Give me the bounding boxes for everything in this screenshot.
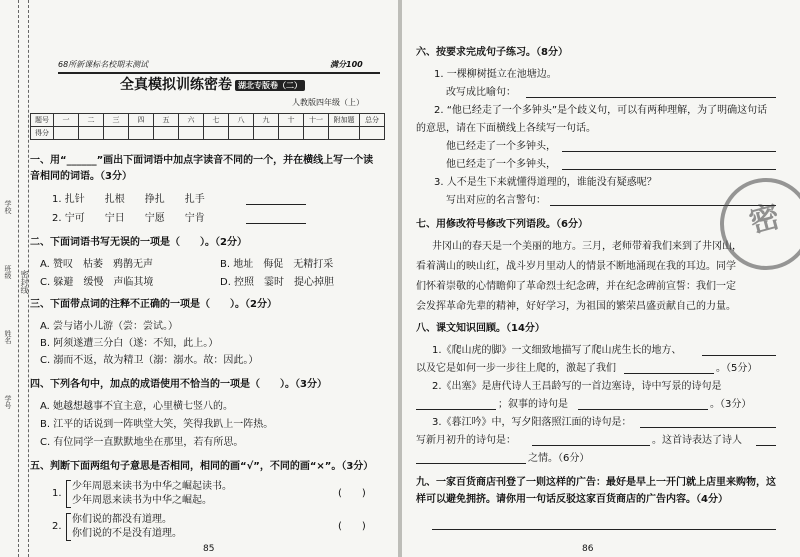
exam-title-main: 全真模拟训练密卷 <box>120 77 232 93</box>
q5-stem: 五、判断下面两组句子意思是否相同，相同的画“√”，不同的画“×”。（3分） <box>30 461 374 472</box>
q5-group-1-number: 1. <box>52 488 62 499</box>
score-header-cell: 一 <box>54 114 79 127</box>
q7-paragraph-line-4: 会发挥革命先辈的精神，好好学习，为祖国的繁荣昌盛贡献自己的力量。 <box>416 301 736 312</box>
q6-answer-blank-1[interactable] <box>526 87 776 98</box>
q1-line-1: 1. 扎针 扎根 挣扎 扎手 <box>52 194 205 205</box>
right-page <box>402 0 800 557</box>
q5-group-2-sentence-a: 你们说的都没有道理。 <box>72 514 172 525</box>
score-cell[interactable] <box>254 127 279 140</box>
binding-number-label: 学号 <box>4 395 12 409</box>
score-header-cell: 六 <box>179 114 204 127</box>
score-cell[interactable] <box>229 127 254 140</box>
q9-answer-line[interactable] <box>432 519 776 530</box>
q6-answer-blank-3[interactable] <box>562 159 776 170</box>
q1-stem: 一、用“______”画出下面词语中加点字读音不同的一个，并在横线上写一个读 <box>30 155 374 166</box>
q5-group-1-answer[interactable]: ( ) <box>338 488 366 499</box>
exam-title <box>120 76 305 94</box>
q4-stem: 四、下列各句中，加点的成语使用不恰当的一项是（ ）。（3分） <box>30 379 327 390</box>
binding-school-label: 学校 <box>4 200 12 214</box>
q8-item-1-score: 。（5分） <box>716 363 758 374</box>
seal-stamp: 密 <box>710 168 800 281</box>
binding-class-label: 班级 <box>4 265 12 279</box>
score-header-cell: 题号 <box>31 114 54 127</box>
score-cell[interactable] <box>179 127 204 140</box>
q6-stem: 六、按要求完成句子练习。（8分） <box>416 47 568 58</box>
q8-blank-2a[interactable] <box>416 399 496 410</box>
binding-name-label: 姓名 <box>4 330 12 344</box>
q8-item-2-score: 。（3分） <box>710 399 752 410</box>
q6-sentence-2b: 的意思，请在下面横线上各续写一句话。 <box>416 123 596 134</box>
q6-sentence-3: 3. 人不是生下来就懂得道理的，谁能没有疑惑呢？ <box>434 177 657 188</box>
q8-blank-1b[interactable] <box>624 363 714 374</box>
score-header-cell: 十 <box>279 114 304 127</box>
score-header-cell: 附加题 <box>329 114 360 127</box>
q4-option-b: B. 江平的话说到一阵哄堂大笑，笑得我趴上一阵热。 <box>40 419 274 430</box>
q3-stem: 三、下面带点词的注释不正确的一项是（ ）。（2分） <box>30 299 277 310</box>
q5-group-1-bracket <box>66 480 71 508</box>
q8-item-1: 1.《爬山虎的脚》一文细致地描写了爬山虎生长的地方、 <box>432 345 682 356</box>
q5-group-1-sentence-a: 少年周恩来读书为中华之崛起读书。 <box>72 481 232 492</box>
q2-option-a: A. 赞叹 枯萎 鸦鹊无声 <box>40 259 154 270</box>
score-cell[interactable] <box>54 127 79 140</box>
q8-stem: 八、课文知识回顾。（14分） <box>416 323 545 334</box>
score-table-header-row <box>31 114 385 127</box>
q6-sentence-1-task: 改写成比喻句： <box>446 87 516 98</box>
q5-group-1-sentence-b: 少年周恩来读书为中华之崛起。 <box>72 495 212 506</box>
score-cell[interactable] <box>360 127 385 140</box>
q5-group-2-sentence-b: 你们说的不是没有道理。 <box>72 528 182 539</box>
edition-label: 人教版四年级（上） <box>292 98 364 107</box>
q8-blank-2b[interactable] <box>578 399 708 410</box>
q8-blank-1a[interactable] <box>702 345 776 356</box>
score-header-cell: 总分 <box>360 114 385 127</box>
q8-item-3c: 。这首诗表达了诗人 <box>652 435 742 446</box>
q8-item-3: 3.《暮江吟》中，写夕阳落照江面的诗句是： <box>432 417 632 428</box>
q5-group-2-number: 2. <box>52 521 62 532</box>
q6-sentence-2a: 2. “他已经走了一个多钟头”是个歧义句，可以有两种理解，为了明确这句话 <box>434 105 768 116</box>
q8-item-1b: 以及它是如何一步一步往上爬的，激起了我们 <box>416 363 616 374</box>
q7-paragraph-line-2: 看着满山的映山红，战斗岁月里动人的情景不断地涌现在我的耳边。同学 <box>416 261 736 272</box>
q5-group-2-bracket <box>66 513 71 541</box>
score-header-cell: 二 <box>79 114 104 127</box>
score-header-cell: 七 <box>204 114 229 127</box>
q4-option-c: C. 有位同学一直默默地坐在那里，若有所思。 <box>40 437 244 448</box>
left-page <box>0 0 398 557</box>
q9-stem: 九、一家百货商店刊登了一则这样的广告：最好是早上一开门就上店里来购物，这 <box>416 477 776 488</box>
q9-stem-2: 样可以避免拥挤。请你用一句话反驳这家百货商店的广告内容。（4分） <box>416 494 728 505</box>
q1-line-2: 2. 宁可 宁日 宁愿 宁肯 <box>52 213 205 224</box>
q8-item-3b: 写新月初升的诗句是： <box>416 435 516 446</box>
q5-group-2-answer[interactable]: ( ) <box>338 521 366 532</box>
q7-stem: 七、用修改符号修改下列语段。（6分） <box>416 219 588 230</box>
q1-stem-2: 音相同的词语。（3分） <box>30 171 132 182</box>
page-number-left: 85 <box>203 544 215 554</box>
score-cell[interactable] <box>329 127 360 140</box>
score-header-cell: 九 <box>254 114 279 127</box>
q2-option-c: C. 躲避 缓慢 声临其境 <box>40 277 154 288</box>
q3-option-a: A. 尝与诸小儿游（尝：尝试。） <box>40 321 179 332</box>
q8-blank-3a[interactable] <box>640 417 776 428</box>
score-cell[interactable] <box>304 127 329 140</box>
score-cell[interactable] <box>279 127 304 140</box>
series-name: 68所新课标名校期末测试 <box>58 60 149 69</box>
full-score: 满分100 <box>330 60 363 69</box>
score-table <box>30 113 385 140</box>
score-header-cell: 十一 <box>304 114 329 127</box>
q3-option-b: B. 阿须遂遭三分白（遂：不知，此上。） <box>40 338 219 349</box>
score-cell[interactable] <box>154 127 179 140</box>
score-table-score-row <box>31 127 385 140</box>
q2-stem: 二、下面词语书写无误的一项是（ ）。（2分） <box>30 237 247 248</box>
q4-option-a: A. 她越想越事不宜主意，心里横七竖八的。 <box>40 401 234 412</box>
q6-answer-blank-2[interactable] <box>562 141 776 152</box>
q3-option-c: C. 溺而不返，故为精卫（溺：溺水。故：因此。） <box>40 355 259 366</box>
score-cell[interactable] <box>204 127 229 140</box>
score-cell[interactable] <box>129 127 154 140</box>
q6-sentence-3-task: 写出对应的名言警句： <box>446 195 546 206</box>
q8-blank-3b[interactable] <box>532 435 650 446</box>
score-row-label: 得分 <box>31 127 54 140</box>
binding-dashed-line <box>18 0 19 557</box>
score-header-cell: 四 <box>129 114 154 127</box>
q7-paragraph-line-3: 们怀着崇敬的心情瞻仰了革命烈士纪念碑，并在纪念碑前宣誓：我们一定 <box>416 281 736 292</box>
header-rule <box>58 72 380 74</box>
score-header-cell: 八 <box>229 114 254 127</box>
q8-blank-3d[interactable] <box>416 453 526 464</box>
score-header-cell: 五 <box>154 114 179 127</box>
q8-item-2b: ；叙事的诗句是 <box>498 399 568 410</box>
q6-sentence-2d: 他已经走了一个多钟头， <box>446 159 556 170</box>
q8-item-2: 2.《出塞》是唐代诗人王昌龄写的一首边塞诗，诗中写景的诗句是 <box>432 381 722 392</box>
exam-title-tag: 湖北专版卷（二） <box>235 80 305 91</box>
q6-sentence-1: 1. 一棵柳树挺立在池塘边。 <box>434 69 557 80</box>
q6-sentence-2c: 他已经走了一个多钟头， <box>446 141 556 152</box>
q2-option-b: B. 地址 侮促 无精打采 <box>220 259 334 270</box>
score-cell[interactable] <box>79 127 104 140</box>
q7-paragraph-line-1: 井冈山的春天是一个美丽的地方。三月，老师带着我们来到了井冈山， <box>432 241 742 252</box>
q2-option-d: D. 控照 霎时 提心掉胆 <box>220 277 335 288</box>
q1-answer-blank-2[interactable] <box>246 213 306 224</box>
q8-blank-3c[interactable] <box>756 435 776 446</box>
q8-item-3d: 之情。（6分） <box>528 453 590 464</box>
score-header-cell: 三 <box>104 114 129 127</box>
binding-seal-line-label: 密封线 <box>20 270 29 294</box>
score-cell[interactable] <box>104 127 129 140</box>
page-number-right: 86 <box>582 544 594 554</box>
q1-answer-blank-1[interactable] <box>246 194 306 205</box>
